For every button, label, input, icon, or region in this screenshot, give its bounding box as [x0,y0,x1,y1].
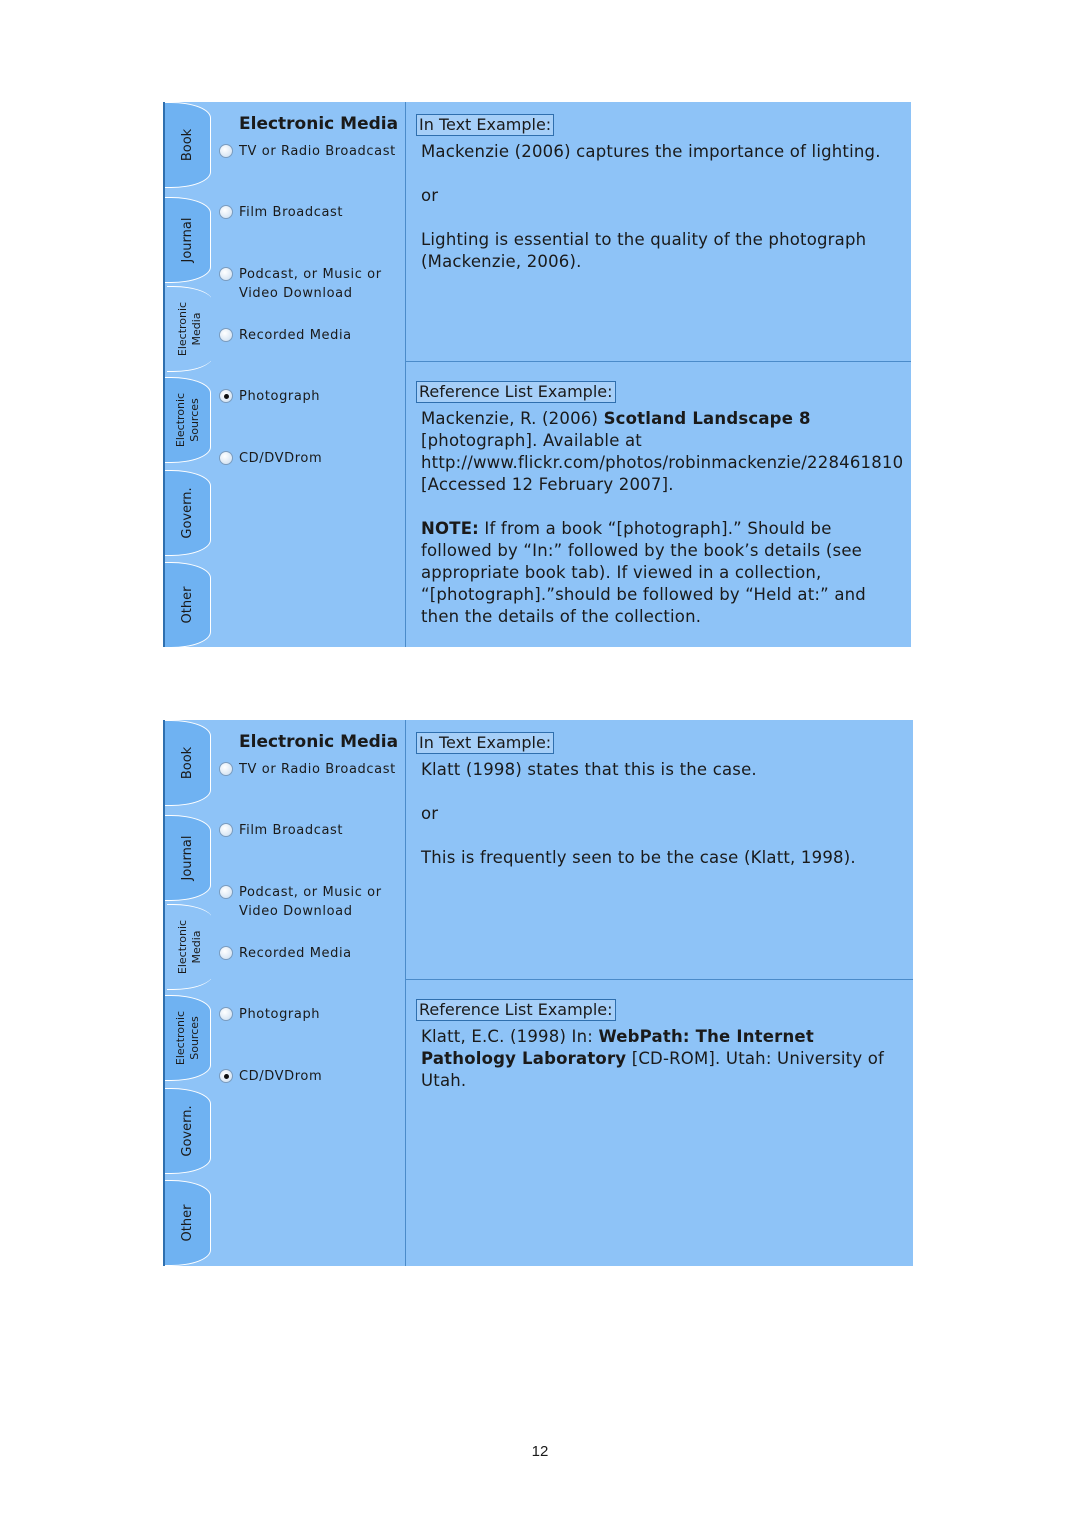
reference-details: [CD-ROM]. Utah: University of Utah. [421,1049,885,1090]
in-text-example-1: Mackenzie (2006) captures the importance of lighting. [421,142,881,161]
tab-journal[interactable] [165,815,211,901]
radio-icon[interactable] [219,762,233,776]
tab-electronic-sources-line2: Sources [187,398,201,442]
photograph-panel [163,102,911,647]
reference-list-example [421,408,904,628]
page-number: 12 [531,1443,549,1460]
radio-icon[interactable] [219,823,233,837]
or-label: or [421,186,439,205]
option-label: Podcast, or Music or Video Download [239,267,382,301]
tab-electronic-sources-label [174,393,202,447]
note-heading: NOTE: [421,519,479,538]
reference-entry [421,408,904,496]
radio-selected-icon[interactable] [219,1069,233,1083]
tab-electronic-media[interactable] [167,286,211,372]
radio-icon[interactable] [219,205,233,219]
tab-electronic-media-line1: Electronic [176,301,189,357]
note-text [421,518,891,628]
tab-book-label: Book [179,746,195,780]
tab-electronic-sources[interactable] [165,995,211,1081]
media-type-menu [211,720,406,1266]
option-label: CD/DVDrom [239,451,323,466]
tab-strip [163,102,211,647]
in-text-example-2: This is frequently seen to be the case (Klatt, 1998). [421,848,856,867]
option-label: Photograph [239,389,321,404]
tab-book[interactable] [165,102,211,188]
tab-electronic-sources-line1: Electronic [173,392,187,448]
radio-icon[interactable] [219,267,233,281]
tab-journal-label: Journal [179,835,195,881]
in-text-example-1: Klatt (1998) states that this is the case. [421,760,757,779]
option-label: Film Broadcast [239,205,344,220]
radio-selected-icon[interactable] [219,389,233,403]
radio-icon[interactable] [219,1007,233,1021]
menu-title: Electronic Media [239,732,399,752]
in-text-examples [421,759,891,869]
option-label: Podcast, or Music or Video Download [239,885,382,919]
tab-electronic-media-label [176,920,204,974]
tab-other[interactable] [165,562,211,647]
radio-icon[interactable] [219,144,233,158]
section-divider [406,979,913,980]
in-text-examples [421,141,891,273]
tab-govern[interactable] [165,1088,211,1174]
tab-electronic-sources-line2: Sources [187,1016,201,1060]
menu-title: Electronic Media [239,114,399,134]
example-content [406,102,911,647]
reference-list-example-label: Reference List Example: [416,381,616,403]
cd-dvdrom-panel [163,720,913,1266]
reference-entry [421,1026,891,1092]
option-label: Recorded Media [239,328,352,343]
tab-book-label: Book [179,128,195,162]
or-label: or [421,804,439,823]
option-label: CD/DVDrom [239,1069,323,1084]
tab-electronic-media-line2: Media [190,312,203,346]
tab-strip [163,720,211,1266]
tab-other-label: Other [179,586,195,624]
tab-govern[interactable] [165,470,211,556]
section-divider [406,361,911,362]
reference-author: Klatt, E.C. (1998) In: [421,1027,599,1046]
reference-author: Mackenzie, R. (2006) [421,409,604,428]
tab-electronic-media[interactable] [167,904,211,990]
option-label: TV or Radio Broadcast [239,144,396,159]
radio-icon[interactable] [219,328,233,342]
note-body: If from a book “[photograph].” Should be followed by “In:” followed by the book’s details (see appropriate book tab). If viewed in a collection, “[photograph].”should be followed by “Held at:” and then the details of the collection. [421,519,866,626]
in-text-example-label: In Text Example: [416,114,554,136]
tab-electronic-media-line2: Media [190,930,203,964]
tab-journal-label: Journal [179,217,195,263]
option-label: Photograph [239,1007,321,1022]
tab-other[interactable] [165,1180,211,1266]
tab-other-label: Other [179,1204,195,1242]
example-content [406,720,913,1266]
tab-journal[interactable] [165,197,211,283]
tab-govern-label: Govern. [179,487,195,539]
media-type-menu [211,102,406,647]
radio-icon[interactable] [219,885,233,899]
reference-title: Scotland Landscape 8 [603,409,811,428]
option-label: TV or Radio Broadcast [239,762,396,777]
tab-book[interactable] [165,720,211,806]
reference-title: WebPath: The Internet Pathology Laboratory [421,1027,814,1068]
option-label: Film Broadcast [239,823,344,838]
tab-electronic-sources[interactable] [165,377,211,463]
tab-electronic-media-label [176,302,204,356]
tab-govern-label: Govern. [179,1105,195,1157]
radio-icon[interactable] [219,946,233,960]
in-text-example-2: Lighting is essential to the quality of the photograph (Mackenzie, 2006). [421,230,867,271]
reference-list-example [421,1026,891,1092]
tab-electronic-sources-label [174,1011,202,1065]
radio-icon[interactable] [219,451,233,465]
tab-electronic-sources-line1: Electronic [173,1010,187,1066]
tab-electronic-media-line1: Electronic [176,919,189,975]
in-text-example-label: In Text Example: [416,732,554,754]
reference-list-example-label: Reference List Example: [416,999,616,1021]
option-label: Recorded Media [239,946,352,961]
reference-details: [photograph]. Available at http://www.flickr.com/photos/robinmackenzie/228461810 [Accessed 12 February 2007]. [421,431,904,494]
